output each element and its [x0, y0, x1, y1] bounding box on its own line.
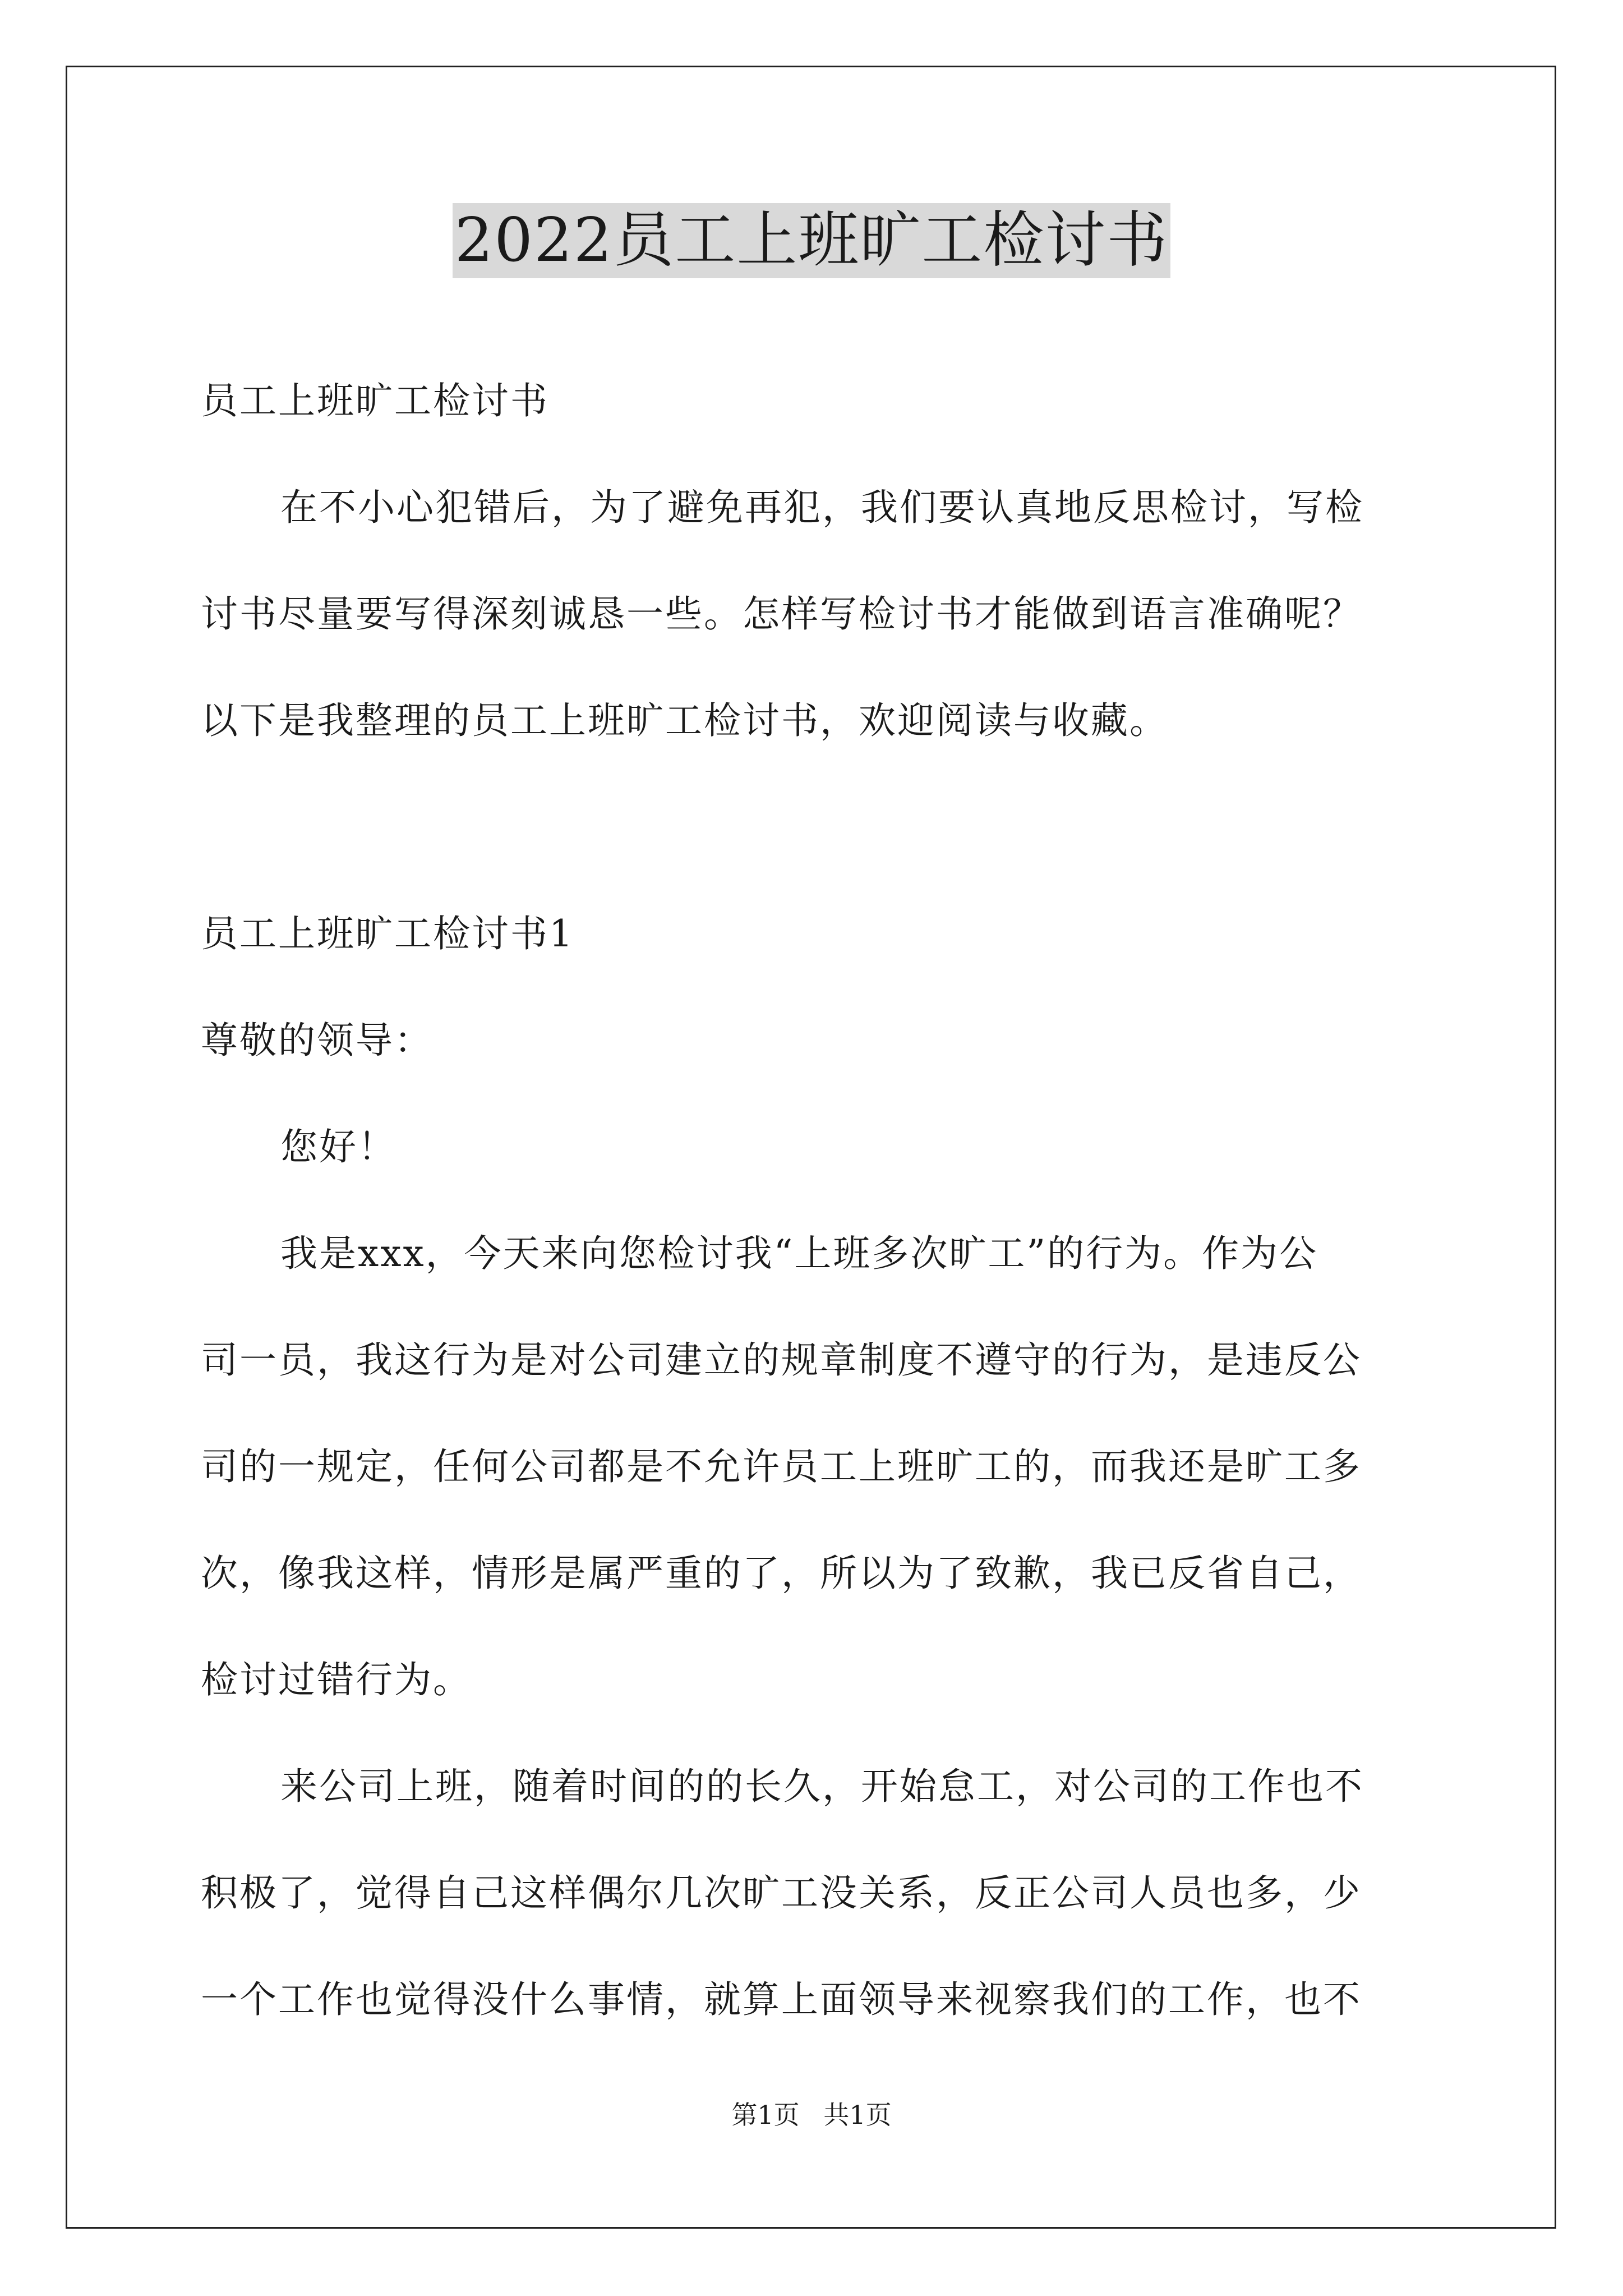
paragraph-line: 来公司上班，随着时间的的长久，开始怠工，对公司的工作也不 [280, 1765, 1364, 1808]
section-heading: 员工上班旷工检讨书1 [201, 912, 574, 955]
document-body [201, 348, 1429, 2053]
document-title: 2022员工上班旷工检讨书 [453, 203, 1171, 278]
paragraph-line: 一个工作也觉得没什么事情，就算上面领导来视察我们的工作，也不 [201, 1978, 1362, 2021]
paragraph-line: 司的一规定，任何公司都是不允许员工上班旷工的，而我还是旷工多 [201, 1445, 1362, 1488]
intro-line: 以下是我整理的员工上班旷工检讨书，欢迎阅读与收藏。 [201, 699, 1168, 742]
greeting: 您好！ [280, 1125, 396, 1168]
salutation: 尊敬的领导： [201, 1019, 433, 1062]
blank-line [201, 774, 1429, 881]
paragraph-line: 司一员，我这行为是对公司建立的规章制度不遵守的行为，是违反公 [201, 1338, 1362, 1382]
page-footer [0, 2098, 1623, 2132]
intro-line: 在不小心犯错后，为了避免再犯，我们要认真地反思检讨，写检 [280, 486, 1364, 529]
page-total: 共1页 [823, 2100, 892, 2130]
document-subtitle: 员工上班旷工检讨书 [201, 379, 549, 422]
page-number: 第1页 [731, 2100, 800, 2130]
paragraph-line: 次，像我这样，情形是属严重的了，所以为了致歉，我已反省自己， [201, 1552, 1362, 1595]
title-container [0, 203, 1623, 278]
paragraph-line: 积极了，觉得自己这样偶尔几次旷工没关系，反正公司人员也多，少 [201, 1871, 1362, 1915]
intro-line: 讨书尽量要写得深刻诚恳一些。怎样写检讨书才能做到语言准确呢？ [201, 592, 1362, 636]
paragraph-line: 我是xxx，今天来向您检讨我“上班多次旷工”的行为。作为公 [280, 1232, 1318, 1275]
paragraph-line: 检讨过错行为。 [201, 1658, 472, 1701]
